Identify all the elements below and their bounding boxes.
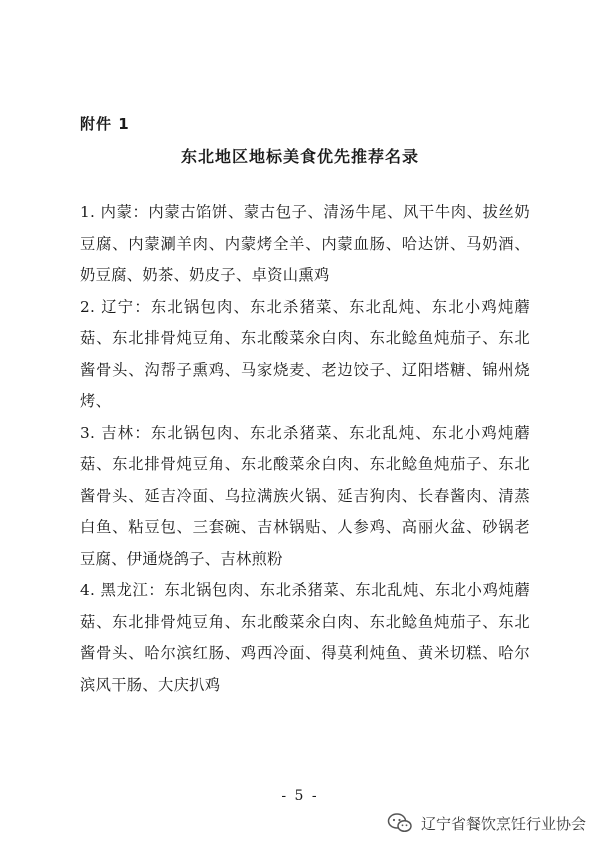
watermark-text: 辽宁省餐饮烹饪行业协会 [420, 814, 586, 833]
watermark [387, 812, 586, 834]
wechat-icon [387, 812, 413, 834]
list-item-inner-mongolia: 1. 内蒙：内蒙古馅饼、蒙古包子、清汤牛尾、风干牛肉、拔丝奶豆腐、内蒙涮羊肉、内蒙烤全羊、内蒙血肠、哈达饼、马奶酒、奶豆腐、奶茶、奶皮子、卓资山熏鸡 [80, 203, 530, 284]
list-item-heilongjiang: 4. 黑龙江：东北锅包肉、东北杀猪菜、东北乱炖、东北小鸡炖蘑菇、东北排骨炖豆角、东北酸菜氽白肉、东北鲶鱼炖茄子、东北酱骨头、哈尔滨红肠、鸡西冷面、得莫利炖鱼、黄米切糕、哈尔滨风干肠、大庆扒鸡 [80, 581, 530, 694]
list-item-liaoning: 2. 辽宁：东北锅包肉、东北杀猪菜、东北乱炖、东北小鸡炖蘑菇、东北排骨炖豆角、东北酸菜氽白肉、东北鲶鱼炖茄子、东北酱骨头、沟帮子熏鸡、马家烧麦、老边饺子、辽阳塔糖、锦州烧烤、 [80, 297, 530, 410]
page-number: - 5 - [281, 788, 319, 804]
list-item-jilin: 3. 吉林：东北锅包肉、东北杀猪菜、东北乱炖、东北小鸡炖蘑菇、东北排骨炖豆角、东北酸菜氽白肉、东北鲶鱼炖茄子、东北酱骨头、延吉冷面、乌拉满族火锅、延吉狗肉、长春酱肉、清蒸白鱼、粘豆包、三套碗、吉林锅贴、人参鸡、高丽火盆、砂锅老豆腐、伊通烧鸽子、吉林煎粉 [80, 423, 530, 568]
recommendation-list [80, 197, 530, 701]
attachment-label: 附件 1 [80, 115, 130, 133]
document-title: 东北地区地标美食优先推荐名录 [180, 147, 419, 166]
